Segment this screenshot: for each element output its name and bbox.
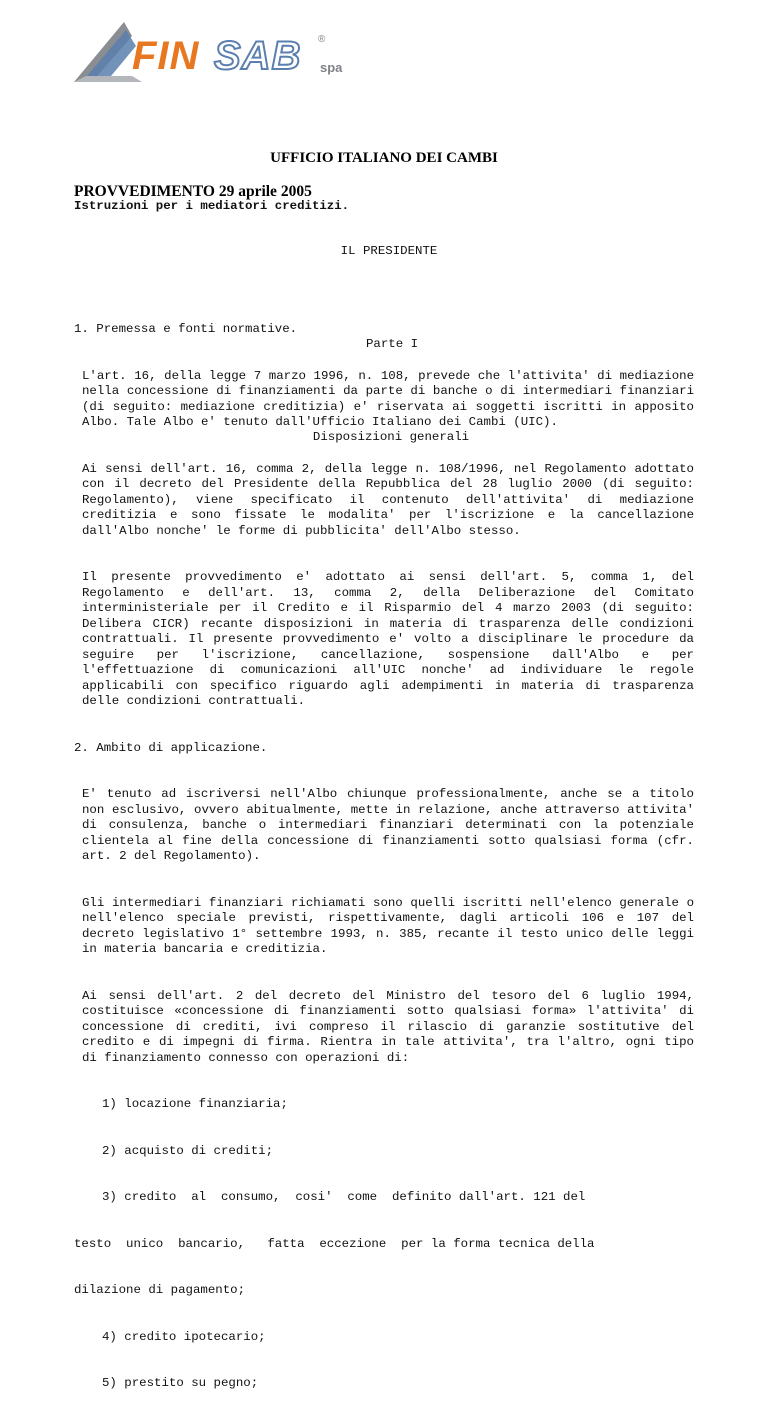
list-item-continuation: dilazione di pagamento;: [74, 1283, 246, 1297]
logo-spa: spa: [320, 60, 343, 75]
list-item-continuation: testo unico bancario, fatta eccezione per la forma tecnica della: [74, 1236, 595, 1251]
paragraph: Ai sensi dell'art. 16, comma 2, della legge n. 108/1996, nel Regolamento adottato con il decreto del Presidente della Repubblica del 28 luglio 2000 (di seguito: Regolamento), viene specificato il contenuto dell'attivita' di mediazione creditizia e sono fissate le modalita' per l'iscrizione e la cancellazione dall'Albo nonche' le forme di pubblicita' dell'Albo stesso.: [82, 461, 694, 538]
list-item: 3) credito al consumo, cosi' come definito dall'art. 121 del: [102, 1190, 586, 1204]
list-item: 4) credito ipotecario;: [102, 1329, 266, 1344]
paragraph: Gli intermediari finanziari richiamati sono quelli iscritti nell'elenco generale o nell'elenco speciale previsti, rispettivamente, dagli articoli 106 e 107 del decreto legislativo 1° settembre 1993, n. 385, recante il testo unico delle leggi in materia bancaria e creditizia.: [82, 895, 694, 956]
paragraph: E' tenuto ad iscriversi nell'Albo chiunque professionalmente, anche se a titolo non esclusivo, ovvero abitualmente, mette in relazione, anche attraverso attivita' di consulenza, banche o intermediari finanziari determinati con la potenziale clientela al fine della concessione di finanziamenti sotto qualsiasi forma (cfr. art. 2 del Regolamento).: [82, 787, 694, 863]
document-subtitle: Istruzioni per i mediatori creditizi.: [74, 199, 350, 213]
logo-registered: ®: [318, 34, 326, 45]
paragraph: Ai sensi dell'art. 2 del decreto del Ministro del tesoro del 6 luglio 1994, costituisce «concessione di finanziamenti sotto qualsiasi forma» l'attivita' di concessione di crediti, ivi compreso il rilascio di garanzie sostitutive del credito e di impegni di firma. Rientra in tale attivita', tra l'altro, ogni tipo di finanziamento connesso con operazioni di:: [82, 988, 694, 1065]
paragraph: L'art. 16, della legge 7 marzo 1996, n. 108, prevede che l'attivita' di mediazione nella concessione di finanziamenti da parte di banche o di intermediari finanziari (di seguito: mediazione creditizia) e' riservata ai soggetti iscritti in apposito Albo. Tale Albo e' tenuto dall'Ufficio Italiano dei Cambi (UIC).: [82, 368, 694, 429]
logo-sab: SAB: [214, 34, 302, 78]
paragraph: Il presente provvedimento e' adottato ai sensi dell'art. 5, comma 1, del Regolamento e dell'art. 13, comma 2, della Deliberazione del Comitato interministeriale per il Credito e il Risparmio del 4 marzo 2003 (di seguito: Delibera CICR) recante disposizioni in materia di trasparenza delle condizioni contrattuali. Il presente provvedimento e' volto a disciplinare le procedure da seguire per l'iscrizione, cancellazione, sospensione dall'Albo e per l'effettuazione di comunicazioni all'UIC nonche' ad individuare le regole applicabili con specifico riguardo agli adempimenti in materia di trasparenza delle condizioni contrattuali.: [82, 570, 694, 708]
logo-fin: FIN: [132, 34, 200, 78]
list-item: 2) acquisto di crediti;: [102, 1143, 274, 1158]
part-label: Parte I: [365, 337, 419, 351]
office-heading: UFFICIO ITALIANO DEI CAMBI: [270, 150, 498, 166]
finsab-logo: [72, 20, 342, 92]
provvedimento-title: PROVVEDIMENTO 29 aprile 2005: [74, 183, 312, 200]
list-item: 1) locazione finanziaria;: [102, 1097, 288, 1111]
section-title: 1. Premessa e fonti normative.: [74, 322, 298, 336]
section-title: 2. Ambito di applicazione.: [74, 740, 268, 755]
finsab-logo-mark: [72, 20, 342, 92]
part-title: Disposizioni generali: [312, 430, 470, 444]
document-body: [74, 291, 694, 1407]
list-item: 5) prestito su pegno;: [102, 1376, 259, 1390]
president-label: IL PRESIDENTE: [340, 244, 438, 258]
